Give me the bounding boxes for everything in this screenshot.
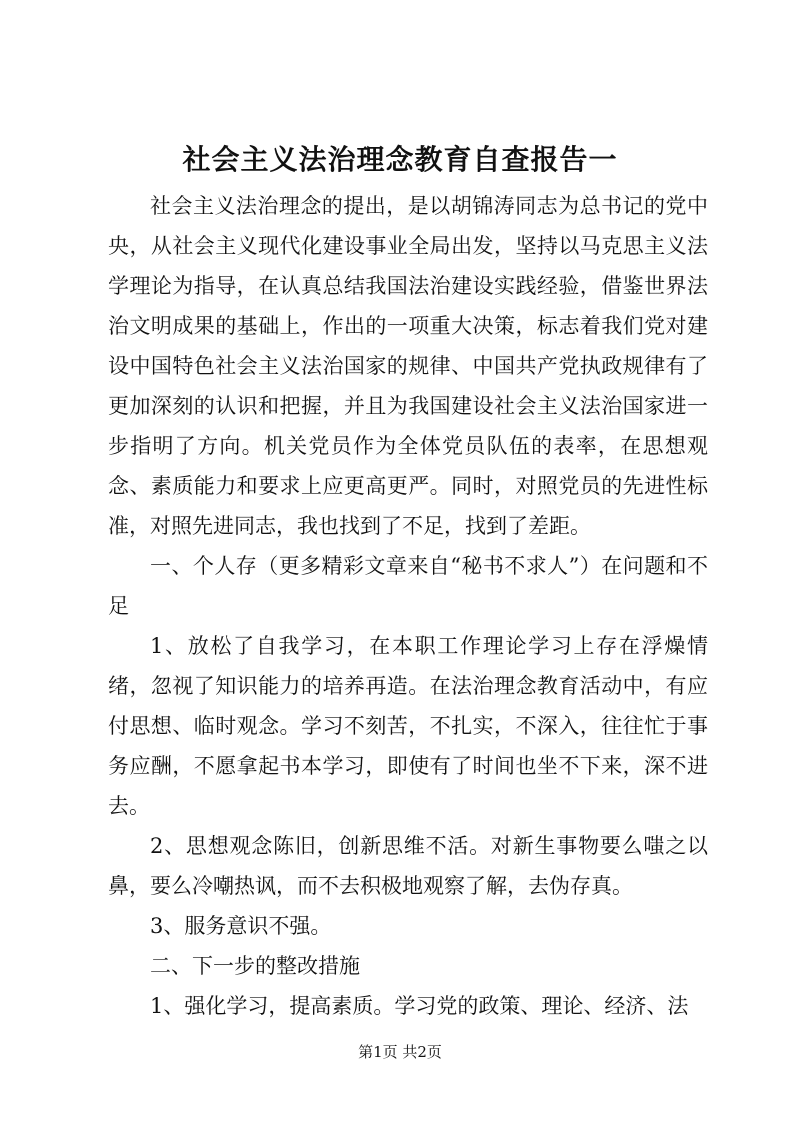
section-heading-measures: 二、下一步的整改措施	[150, 954, 360, 978]
page-footer: 第1页 共2页	[358, 1043, 442, 1061]
measure-item-1: 1、强化学习，提高素质。学习党的政策、理论、经济、法	[150, 994, 689, 1018]
document-title: 社会主义法治理念教育自查报告一	[182, 143, 618, 176]
intro-paragraph: 社会主义法治理念的提出，是以胡锦涛同志为总书记的党中央，从社会主义现代化建设事业全局出发，坚持以马克思主义法学理论为指导，在认真总结我国法治建设实践经验，借鉴世界法治文明成果的基础上，作出的一项重大决策，标志着我们党对建设中国特色社会主义法治国家的规律、中国共产党执政规律有了更加深刻的认识和把握，并且为我国建设社会主义法治国家进一步指明了方向。机关党员作为全体党员队伍的表率，在思想观念、素质能力和要求上应更高更严。同时，对照党员的先进性标准，对照先进同志，我也找到了不足，找到了差距。	[108, 194, 708, 538]
problem-item-1: 1、放松了自我学习，在本职工作理论学习上存在浮燥情绪，忽视了知识能力的培养再造。在法治理念教育活动中，有应付思想、临时观念。学习不刻苦，不扎实，不深入，往往忙于事务应酬，不愿拿起书本学习，即使有了时间也坐不下来，深不进去。	[108, 634, 708, 818]
problem-item-3: 3、服务意识不强。	[150, 914, 332, 938]
problem-item-2: 2、思想观念陈旧，创新思维不活。对新生事物要么嗤之以鼻，要么冷嘲热讽，而不去积极地观察了解，去伪存真。	[108, 834, 708, 898]
document-body	[108, 186, 708, 1026]
section-heading-problems: 一、个人存（更多精彩文章来自“秘书不求人”）在问题和不足	[108, 554, 708, 618]
